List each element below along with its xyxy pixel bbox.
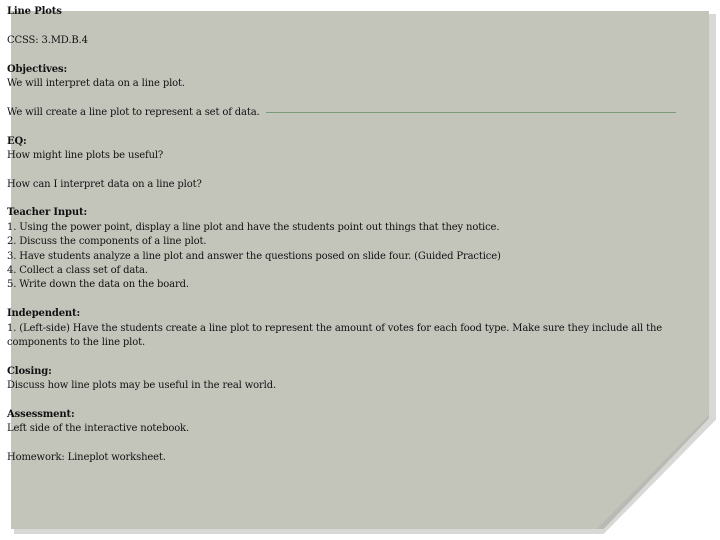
eq-heading: EQ:: [7, 135, 27, 147]
teacher-input-step: 1. Using the power point, display a line plot and have the students point out things that they notice.: [7, 221, 500, 233]
teacher-input-step: 2. Discuss the components of a line plot.: [7, 236, 207, 248]
objective-item: We will create a line plot to represent a set of data.: [7, 106, 260, 118]
document-title: Line Plots: [7, 6, 62, 17]
assessment-text: Left side of the interactive notebook.: [7, 423, 190, 435]
eq-item: How can I interpret data on a line plot?: [7, 178, 202, 190]
teacher-input-step: 3. Have students analyze a line plot and answer the questions posed on slide four. (Guided Practice): [7, 250, 501, 262]
independent-heading: Independent:: [7, 308, 81, 320]
closing-heading: Closing:: [7, 365, 52, 377]
independent-text: 1. (Left-side) Have the students create a line plot to represent the amount of votes for each food type. Make sure they include all the components to the line plot.: [7, 322, 663, 348]
teacher-input-heading: Teacher Input:: [7, 207, 88, 219]
homework-text: Homework: Lineplot worksheet.: [7, 452, 166, 464]
eq-item: How might line plots be useful?: [7, 149, 164, 161]
teacher-input-step: 4. Collect a class set of data.: [7, 265, 148, 277]
closing-text: Discuss how line plots may be useful in the real world.: [7, 380, 276, 392]
objectives-heading: Objectives:: [7, 63, 68, 75]
assessment-heading: Assessment:: [7, 408, 75, 420]
lesson-plan-document: [7, 5, 697, 466]
objective-item: We will interpret data on a line plot.: [7, 77, 185, 89]
standard-code: CCSS: 3.MD.B.4: [7, 34, 88, 46]
teacher-input-step: 5. Write down the data on the board.: [7, 279, 189, 291]
